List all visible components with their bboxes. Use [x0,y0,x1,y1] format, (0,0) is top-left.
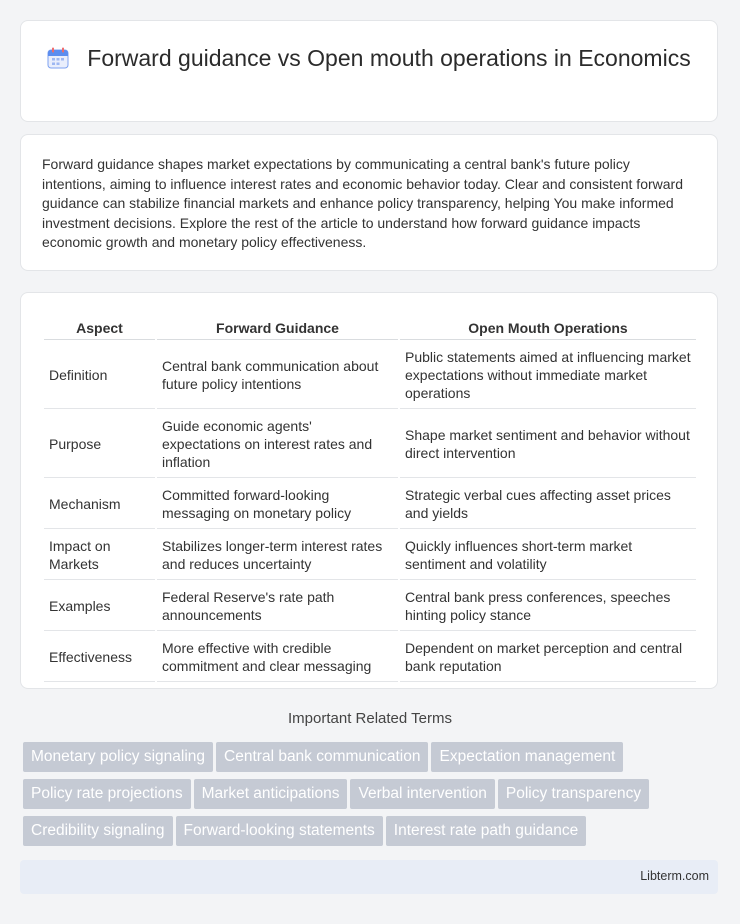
row-forward-guidance: More effective with credible commitment and clear messaging [157,633,398,682]
row-aspect: Examples [44,582,155,631]
calendar-icon [47,47,69,69]
tag-policy-transparency[interactable]: Policy transparency [498,779,649,809]
tag-monetary-policy-signaling[interactable]: Monetary policy signaling [23,742,213,772]
row-forward-guidance: Stabilizes longer-term interest rates and reduces uncertainty [157,531,398,580]
table-header-row [44,316,696,340]
row-open-mouth: Central bank press conferences, speeches hinting policy stance [400,582,696,631]
header-aspect: Aspect [44,316,155,340]
tag-credibility-signaling[interactable]: Credibility signaling [23,816,173,846]
row-forward-guidance: Committed forward-looking messaging on monetary policy [157,480,398,529]
row-open-mouth: Quickly influences short-term market sentiment and volatility [400,531,696,580]
table-row [44,342,696,409]
row-open-mouth: Strategic verbal cues affecting asset prices and yields [400,480,696,529]
tag-interest-rate-path-guidance[interactable]: Interest rate path guidance [386,816,586,846]
row-aspect: Mechanism [44,480,155,529]
tag-expectation-management[interactable]: Expectation management [431,742,623,772]
comparison-card [20,292,718,689]
header-forward-guidance: Forward Guidance [157,316,398,340]
tag-central-bank-communication[interactable]: Central bank communication [216,742,428,772]
table-row [44,582,696,631]
row-forward-guidance: Central bank communication about future policy intentions [157,342,398,409]
title-card [20,20,718,122]
related-terms-list [23,742,703,853]
page-title: Forward guidance vs Open mouth operations in Economics [87,45,691,71]
row-open-mouth: Dependent on market perception and central bank reputation [400,633,696,682]
page-title-block [21,43,717,73]
row-aspect: Impact on Markets [44,531,155,580]
tag-forward-looking-statements[interactable]: Forward-looking statements [176,816,383,846]
row-aspect: Purpose [44,411,155,478]
table-row [44,531,696,580]
row-forward-guidance: Guide economic agents' expectations on interest rates and inflation [157,411,398,478]
tag-market-anticipations[interactable]: Market anticipations [194,779,348,809]
related-terms-title: Important Related Terms [288,710,452,727]
footer-site-link[interactable]: Libterm.com [640,869,709,883]
tag-policy-rate-projections[interactable]: Policy rate projections [23,779,191,809]
row-open-mouth: Public statements aimed at influencing market expectations without immediate market operations [400,342,696,409]
comparison-table [42,314,698,684]
intro-card [20,134,718,271]
header-open-mouth-operations: Open Mouth Operations [400,316,696,340]
row-forward-guidance: Federal Reserve's rate path announcements [157,582,398,631]
row-aspect: Definition [44,342,155,409]
table-row [44,480,696,529]
tag-verbal-intervention[interactable]: Verbal intervention [350,779,494,809]
footer-bar [20,860,718,894]
table-row [44,633,696,682]
table-row [44,411,696,478]
row-aspect: Effectiveness [44,633,155,682]
intro-paragraph: Forward guidance shapes market expectations by communicating a central bank's future policy intentions, aiming to influence interest rates and economic behavior today. Clear and consistent forward guidance can stabilize financial markets and enhance policy transparency, helping You make informed investment decisions. Explore the rest of the article to understand how forward guidance impacts economic growth and monetary policy effectiveness. [42,156,683,251]
row-open-mouth: Shape market sentiment and behavior without direct intervention [400,411,696,478]
